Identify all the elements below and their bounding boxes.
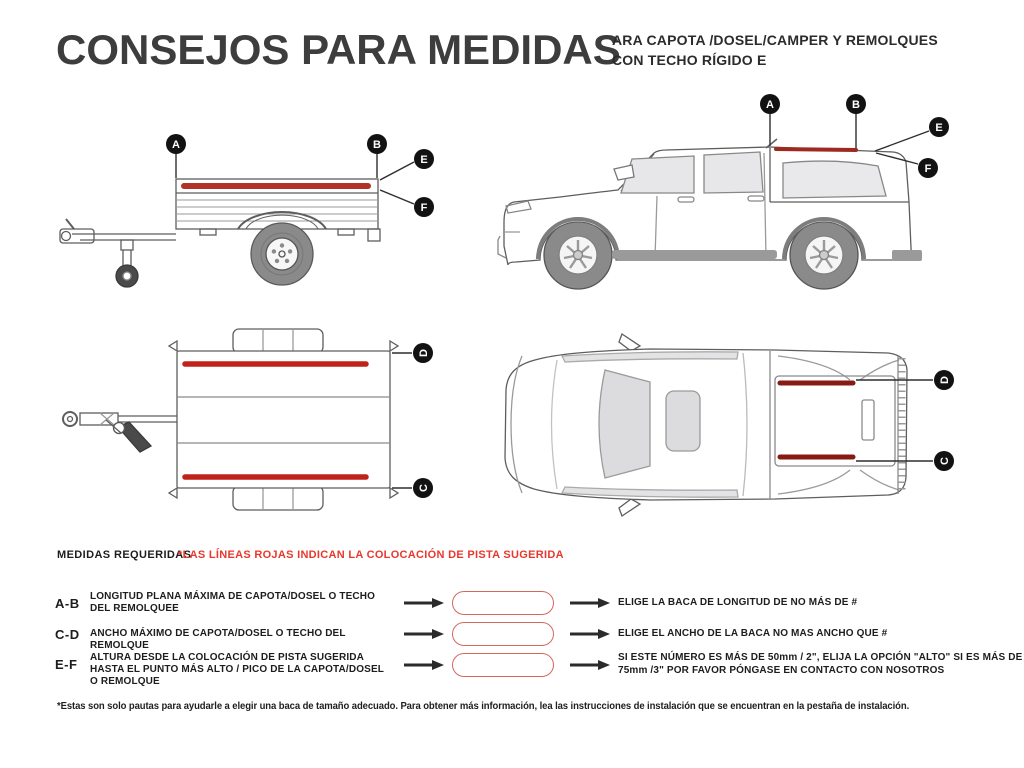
marker-e-letter: E [420,154,428,166]
arrow-right-icon [402,628,444,640]
measurement-value-field [452,622,554,646]
row-instruction: SI ESTE NÚMERO ES MÁS DE 50mm / 2", ELIJA LA OPCIÓN "ALTO" SI ES MÁS DE 75mm /3" POR FAVOR PÓNGASE EN CONTACTO CON NOSOTROS [618,652,1023,676]
row-description: LONGITUD PLANA MÁXIMA DE CAPOTA/DOSEL O TECHO DEL REMOLQUEE [90,591,376,615]
row-instruction: ELIGE EL ANCHO DE LA BACA NO MAS ANCHO QUE # [618,628,888,639]
marker-b-letter: B [373,139,381,151]
row-key-label: E-F [55,657,78,672]
trailer-top-markers [392,343,433,498]
marker-d-letter: D [939,376,951,384]
row-description: ANCHO MÁXIMO DE CAPOTA/DOSEL O TECHO DEL REMOLQUE [90,628,346,652]
arrow-right-icon [568,597,610,609]
truck-top-view-drawing [505,334,907,516]
marker-c-letter: C [418,484,430,492]
trailer-side-view-drawing [60,179,380,287]
footnote: *Estas son solo pautas para ayudarle a elegir una baca de tamaño adecuado. Para obtener más información, lea las instrucciones de instalación que se encuentran en la pestaña de instalación. [57,701,910,712]
page-subtitle-line1: ARA CAPOTA /DOSEL/CAMPER Y REMOLQUES [612,32,938,48]
arrow-right-icon [568,659,610,671]
row-key-label: A-B [55,596,80,611]
arrow-right-icon [402,597,444,609]
measurement-value-field [452,591,554,615]
trailer-top-view-drawing [63,329,398,510]
marker-a-letter: A [172,139,180,151]
marker-b-letter: B [852,99,860,111]
row-instruction: ELIGE LA BACA DE LONGITUD DE NO MÁS DE # [618,597,858,608]
truck-side-view-drawing [498,139,922,289]
measurements-heading: MEDIDAS REQUERIDAS [57,549,192,561]
page-title: CONSEJOS PARA MEDIDAS [56,26,621,73]
page-subtitle-line2: CON TECHO RÍGIDO E [612,52,767,69]
arrow-right-icon [568,628,610,640]
arrow-right-icon [402,659,444,671]
marker-c-letter: C [939,457,951,465]
marker-f-letter: F [420,202,428,214]
marker-a-letter: A [766,99,774,111]
marker-e-letter: E [935,122,943,134]
row-key-label: C-D [55,627,80,642]
red-lines-note: *LAS LÍNEAS ROJAS INDICAN LA COLOCACIÓN DE PISTA SUGERIDA [178,549,564,561]
measurement-value-field [452,653,554,677]
truck-side-track-line [776,149,856,150]
row-description: ALTURA DESDE LA COLOCACIÓN DE PISTA SUGERIDA HASTA EL PUNTO MÁS ALTO / PICO DE LA CAPOTA/DOSEL O REMOLQUE [90,652,384,688]
marker-f-letter: F [924,163,932,175]
marker-d-letter: D [418,349,430,357]
